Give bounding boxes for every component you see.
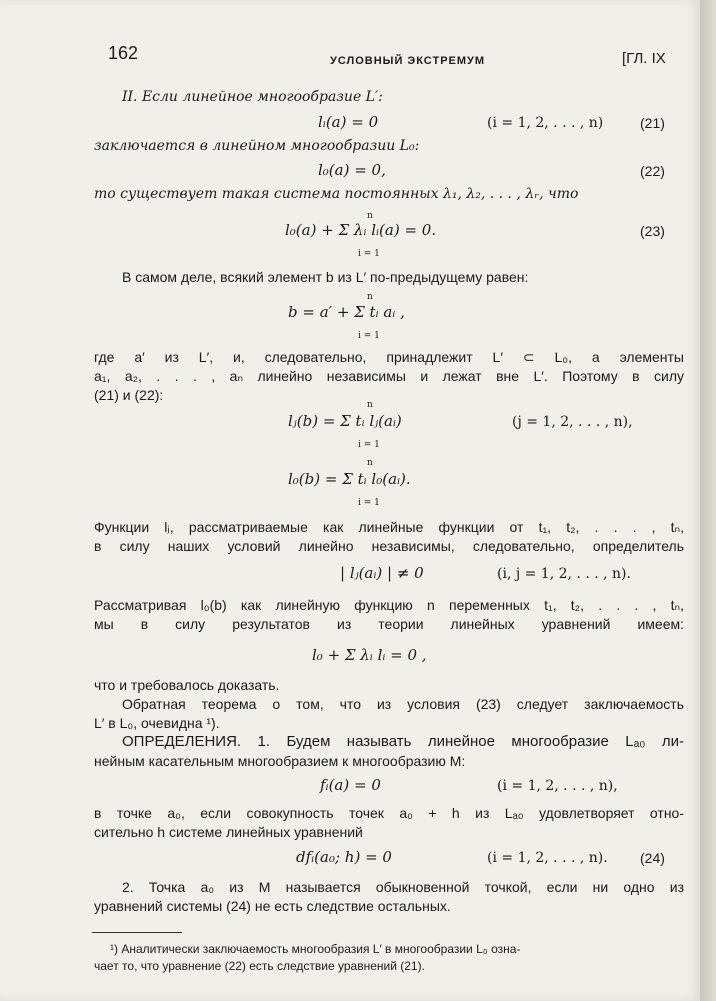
- definition-1-line-3: в точке a₀, если совокупность точек a₀ + h из Lₐ₀ удовлетворяет отно-: [94, 805, 684, 821]
- proof-paragraph-3-line-1: Функции lⱼ, рассматриваемые как линейные функции от t₁, t₂, . . . , tₙ,: [94, 519, 684, 535]
- sum-lower-limit: i = 1: [358, 249, 380, 259]
- proof-conclusion: что и требовалось доказать.: [94, 677, 280, 693]
- equation-24: dfᵢ(a₀; h) = 0: [296, 848, 392, 866]
- equation-22: l₀(a) = 0,: [318, 161, 386, 179]
- equation-24-condition: (i = 1, 2, . . . , n).: [487, 850, 608, 866]
- converse-line-2: L′ в L₀, очевидна ¹).: [94, 715, 220, 731]
- sum-upper-limit: n: [367, 458, 373, 468]
- sum-upper-limit: n: [367, 400, 373, 410]
- equation-21-condition: (i = 1, 2, . . . , n): [487, 115, 604, 131]
- equation-l0: l₀(b) = Σ tᵢ l₀(aᵢ).: [288, 470, 411, 488]
- determinant-condition: (i, j = 1, 2, . . . , n).: [497, 566, 631, 582]
- theorem-intro: II. Если линейное многообразие L′:: [122, 89, 383, 105]
- proof-paragraph-3-line-2: в силу наших условий линейно независимы, следовательно, определитель: [94, 538, 684, 554]
- equation-24-number: (24): [640, 850, 665, 866]
- equation-lj: lⱼ(b) = Σ tᵢ lⱼ(aᵢ): [288, 412, 402, 430]
- running-title: УСЛОВНЫЙ ЭКСТРЕМУМ: [330, 55, 486, 67]
- page-edge: [700, 0, 716, 1001]
- footnote-rule: [92, 932, 182, 933]
- definition-1-line-1: ОПРЕДЕЛЕНИЯ. 1. Будем называть линейное многообразие Lₐ₀ ли-: [122, 733, 684, 750]
- page-number: 162: [108, 43, 139, 63]
- definition-1-line-2: нейным касательным многообразием к многообразию M:: [94, 753, 466, 769]
- proof-paragraph-4-line-1: Рассматривая l₀(b) как линейную функцию n переменных t₁, t₂, . . . , tₙ,: [94, 597, 684, 613]
- sum-lower-limit: i = 1: [358, 498, 380, 508]
- proof-paragraph-2-line-3: (21) и (22):: [94, 387, 164, 403]
- sum-lower-limit: i = 1: [358, 331, 380, 341]
- definition-2-line-1: 2. Точка a₀ из M называется обыкновенной точкой, если ни одно из: [122, 879, 684, 895]
- proof-paragraph-2-line-2: a₁, a₂, . . . , aₙ линейно независимы и лежат вне L′. Поэтому в силу: [94, 368, 684, 384]
- definition-2-line-2: уравнений системы (24) не есть следствие остальных.: [94, 898, 451, 914]
- sum-lower-limit: i = 1: [358, 440, 380, 450]
- proof-paragraph-2-line-1: где a′ из L′, и, следовательно, принадлежит L′ ⊂ L₀, а элементы: [94, 349, 684, 365]
- sum-upper-limit: n: [367, 211, 373, 221]
- theorem-contained: заключается в линейном многообразии L₀:: [94, 138, 420, 154]
- equation-21-number: (21): [640, 115, 665, 131]
- determinant-equation: | lⱼ(aᵢ) | ≠ 0: [340, 564, 424, 582]
- equation-lj-condition: (j = 1, 2, . . . , n),: [512, 414, 633, 430]
- equation-22-number: (22): [640, 163, 665, 179]
- equation-f: fᵢ(a) = 0: [320, 776, 381, 794]
- sum-upper-limit: n: [367, 292, 373, 302]
- result-equation: l₀ + Σ λᵢ lᵢ = 0 ,: [312, 646, 427, 664]
- definition-1-line-4: сительно h системе линейных уравнений: [94, 824, 363, 840]
- footnote-line-2: чает то, что уравнение (22) есть следствие уравнений (21).: [94, 959, 425, 973]
- equation-21: lᵢ(a) = 0: [318, 113, 379, 131]
- footnote-line-1: ¹) Аналитически заключаемость многообразия L′ в многообразии L₀ озна-: [110, 942, 521, 956]
- proof-paragraph-4-line-2: мы в силу результатов из теории линейных уравнений имеем:: [94, 616, 684, 632]
- equation-23: l₀(a) + Σ λᵢ lᵢ(a) = 0.: [285, 221, 437, 239]
- proof-paragraph-1: В самом деле, всякий элемент b из L′ по-предыдущему равен:: [122, 269, 529, 285]
- equation-b: b = a′ + Σ tᵢ aᵢ ,: [288, 303, 405, 321]
- theorem-then: то существует такая система постоянных λ₁, λ₂, . . . , λᵣ, что: [94, 186, 579, 202]
- converse-line-1: Обратная теорема о том, что из условия (23) следует заключаемость: [122, 696, 684, 712]
- equation-f-condition: (i = 1, 2, . . . , n),: [497, 778, 618, 794]
- equation-23-number: (23): [640, 223, 665, 239]
- chapter-label: [ГЛ. IX: [622, 50, 666, 67]
